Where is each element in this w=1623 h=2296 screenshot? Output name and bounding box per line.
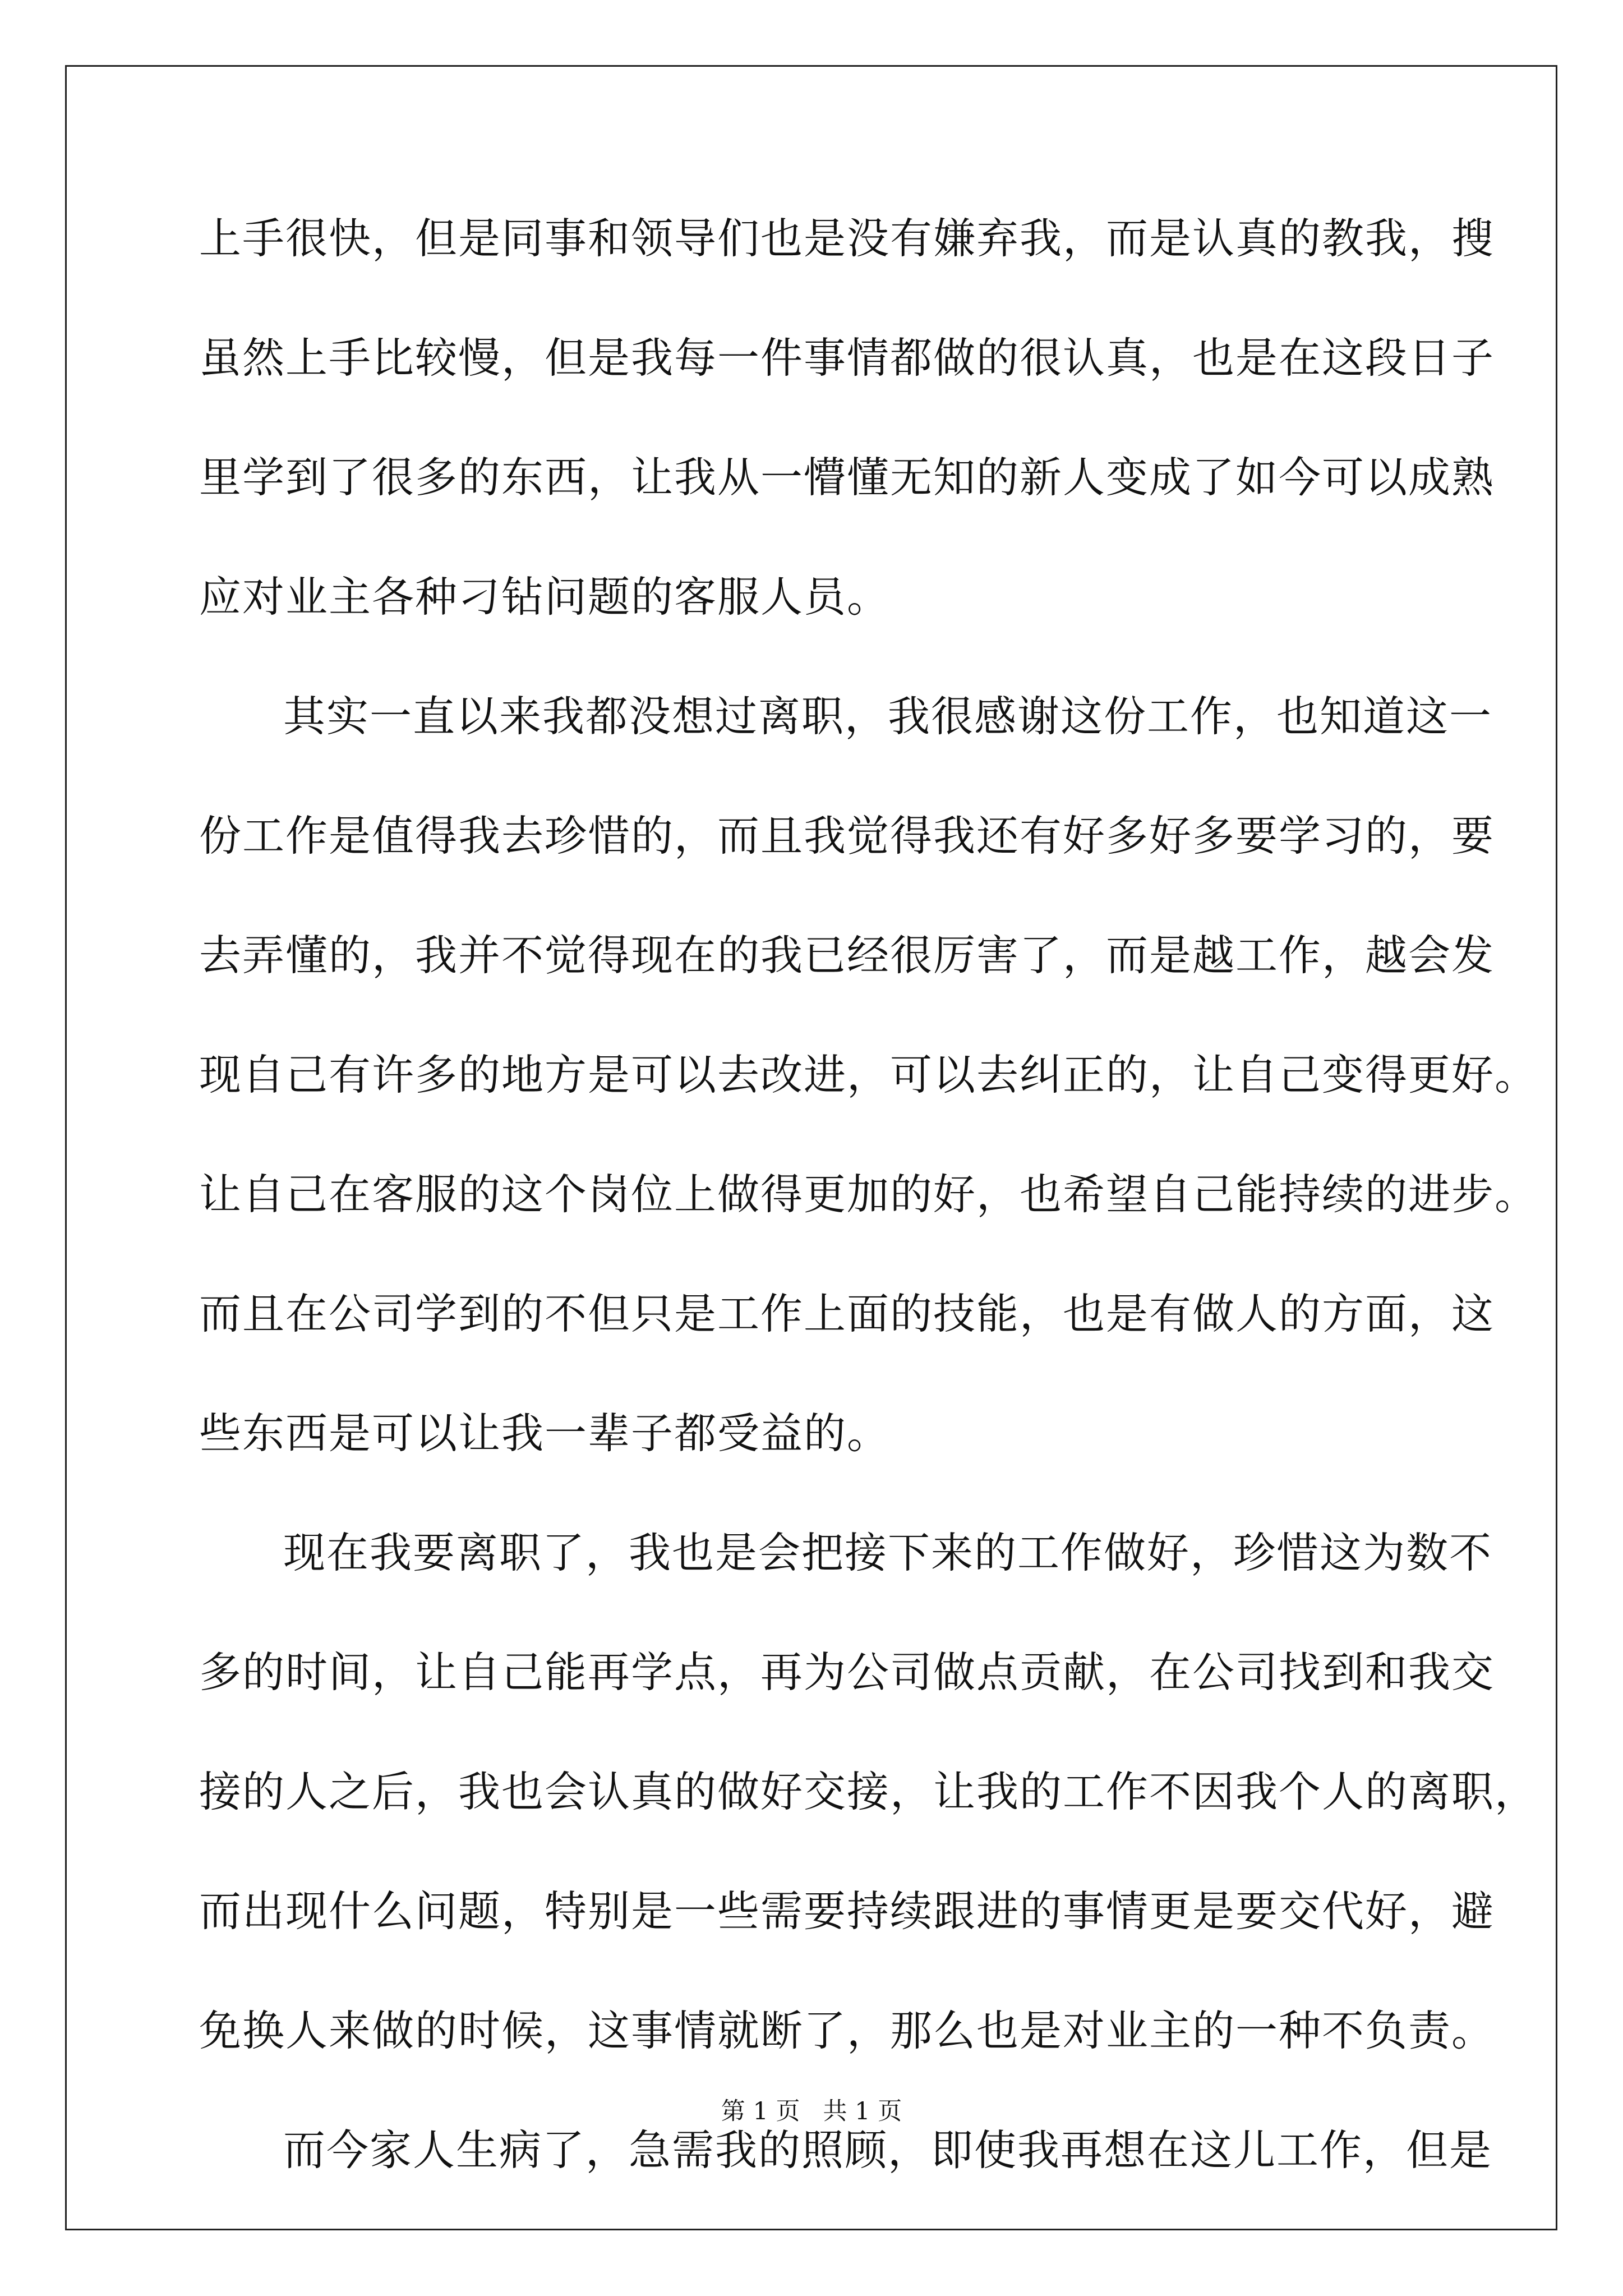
text-line: 虽然上手比较慢，但是我每一件事情都做的很认真，也是在这段日子 <box>199 333 1495 383</box>
text-line: 接的人之后，我也会认真的做好交接，让我的工作不因我个人的离职， <box>199 1767 1538 1816</box>
text-line: 现自己有许多的地方是可以去改进，可以去纠正的，让自己变得更好。 <box>199 1050 1538 1099</box>
text-line: 里学到了很多的东西，让我从一懵懂无知的新人变成了如今可以成熟 <box>199 453 1495 502</box>
text-line: 去弄懂的，我并不觉得现在的我已经很厉害了，而是越工作，越会发 <box>199 931 1495 980</box>
text-line: 份工作是值得我去珍惜的，而且我觉得我还有好多好多要学习的，要 <box>199 811 1495 861</box>
text-line: 而今家人生病了，急需我的照顾，即使我再想在这儿工作，但是 <box>283 2125 1493 2175</box>
page-footer: 第 1 页 共 1 页 <box>721 2097 902 2125</box>
text-line: 而且在公司学到的不但只是工作上面的技能，也是有做人的方面，这 <box>199 1289 1495 1338</box>
text-line: 现在我要离职了，我也是会把接下来的工作做好，珍惜这为数不 <box>283 1528 1493 1577</box>
text-line: 上手很快，但是同事和领导们也是没有嫌弃我，而是认真的教我，搜 <box>199 214 1495 263</box>
text-line: 应对业主各种刁钻问题的客服人员。 <box>199 572 891 622</box>
text-line: 其实一直以来我都没想过离职，我很感谢这份工作，也知道这一 <box>283 692 1493 741</box>
text-line: 而出现什么问题，特别是一些需要持续跟进的事情更是要交代好，避 <box>199 1887 1495 1936</box>
text-line: 多的时间，让自己能再学点，再为公司做点贡献，在公司找到和我交 <box>199 1648 1495 1697</box>
document-body <box>199 202 1538 2233</box>
text-line: 些东西是可以让我一辈子都受益的。 <box>199 1409 891 1458</box>
text-line: 让自己在客服的这个岗位上做得更加的好，也希望自己能持续的进步。 <box>199 1170 1538 1219</box>
text-line: 免换人来做的时候，这事情就断了，那么也是对业主的一种不负责。 <box>199 2006 1495 2055</box>
